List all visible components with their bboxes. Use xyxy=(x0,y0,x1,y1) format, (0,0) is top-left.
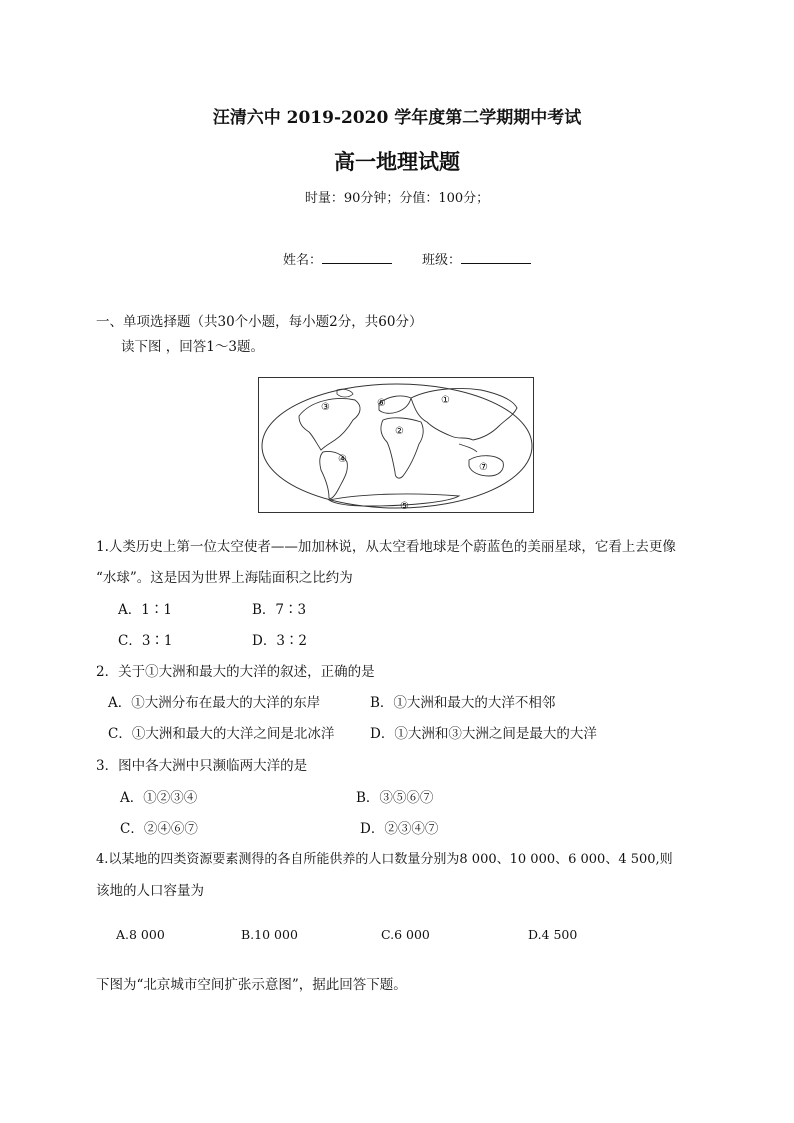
question-2-option-d[interactable]: D．①大洲和③大洲之间是最大的大洋 xyxy=(370,726,597,742)
question-1-option-c[interactable]: C．3∶1 xyxy=(118,633,173,649)
class-label: 班级： xyxy=(422,253,462,268)
question-3-option-c[interactable]: C．②④⑥⑦ xyxy=(120,821,198,837)
question-2-option-a[interactable]: A．①大洲分布在最大的大洋的东岸 xyxy=(108,695,321,711)
class-blank[interactable] xyxy=(461,251,531,264)
question-4-stem-line2: 该地的人口容量为 xyxy=(96,883,204,899)
question-4-option-c[interactable]: C.6 000 xyxy=(381,927,430,942)
question-1-option-a[interactable]: A．1∶1 xyxy=(118,602,172,618)
question-4-option-a[interactable]: A.8 000 xyxy=(116,927,165,942)
section-intro: 读下图 ，回答1～3题。 xyxy=(121,339,264,355)
greenland-outline xyxy=(337,389,353,397)
world-map-figure xyxy=(258,377,534,513)
question-3-stem: 3．图中各大洲中只濒临两大洋的是 xyxy=(96,758,308,774)
map-label-3: ③ xyxy=(321,402,330,413)
map-label-1: ① xyxy=(441,395,450,406)
question-1-stem-line1: 1.人类历史上第一位太空使者——加加林说，从太空看地球是个蔚蓝色的美丽星球，它看上去更像 xyxy=(96,539,676,555)
map-ellipse-outline xyxy=(262,384,532,508)
name-label: 姓名： xyxy=(283,253,323,268)
map-label-6: ⑥ xyxy=(377,398,386,409)
map-label-4: ④ xyxy=(338,454,347,465)
map-label-5: ⑤ xyxy=(400,501,409,512)
continent-asia xyxy=(411,388,517,440)
question-2-option-b[interactable]: B．①大洲和最大的大洋不相邻 xyxy=(370,695,556,711)
question-2-stem: 2．关于①大洲和最大的大洋的叙述，正确的是 xyxy=(96,664,375,680)
question-1-stem-line2: “水球”。这是因为世界上海陆面积之比约为 xyxy=(96,570,353,586)
exam-title: 汪清六中 2019-2020 学年度第二学期期中考试 xyxy=(212,108,582,128)
question-3-option-d[interactable]: D．②③④⑦ xyxy=(360,821,439,837)
next-figure-intro: 下图为“北京城市空间扩张示意图”，据此回答下题。 xyxy=(96,977,407,993)
section-heading: 一、单项选择题（共30个小题，每小题2分，共60分） xyxy=(96,314,423,330)
question-3-option-b[interactable]: B．③⑤⑥⑦ xyxy=(356,790,434,806)
student-info-fields xyxy=(283,249,531,268)
question-4-option-d[interactable]: D.4 500 xyxy=(528,927,578,942)
name-blank[interactable] xyxy=(322,251,392,264)
southeast-asia-islands xyxy=(459,444,477,452)
question-1-option-b[interactable]: B．7∶3 xyxy=(252,602,307,618)
paper-subtitle: 高一地理试题 xyxy=(334,149,460,174)
map-label-2: ② xyxy=(395,426,404,437)
question-4-option-b[interactable]: B.10 000 xyxy=(241,927,298,942)
map-label-7: ⑦ xyxy=(479,462,488,473)
world-map-svg xyxy=(259,378,535,514)
exam-timing: 时量：90分钟；分值：100分； xyxy=(304,191,490,206)
question-1-option-d[interactable]: D．3∶2 xyxy=(252,633,308,649)
question-2-option-c[interactable]: C．①大洲和最大的大洋之间是北冰洋 xyxy=(108,726,335,742)
question-4-stem-line1: 4.以某地的四类资源要素测得的各自所能供养的人口数量分别为8 000、10 000、6 000、4 500,则 xyxy=(96,852,673,867)
question-3-option-a[interactable]: A．①②③④ xyxy=(120,790,198,806)
